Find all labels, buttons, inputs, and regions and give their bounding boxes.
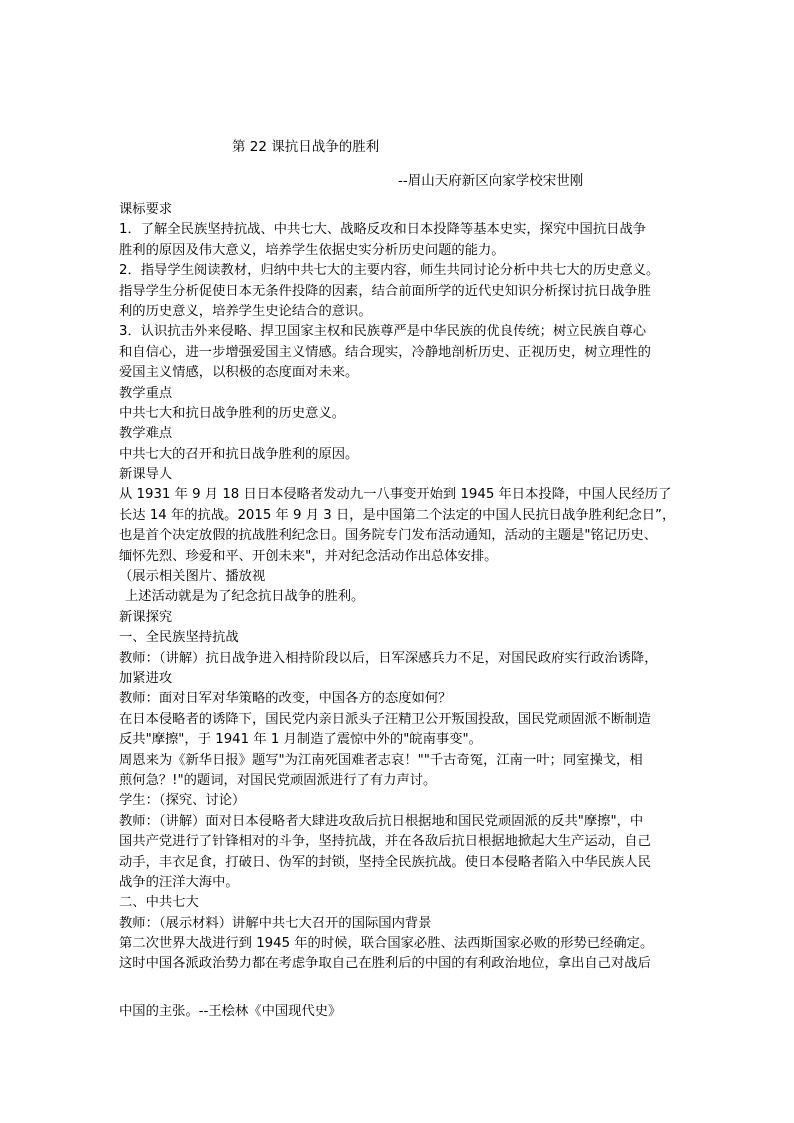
section-heading-key-points: 教学重点: [119, 385, 173, 401]
subsection-heading-2: 二、中共七大: [119, 895, 199, 911]
quote-source-line: 中国的主张。--王桧林《中国现代史》: [119, 1004, 342, 1019]
paragraph-line: 长达 14 年的抗战。2015 年 9 月 3 日，是中国第二个法定的中国人民抗日战争胜利纪念日”，: [119, 507, 676, 523]
paragraph-line: 缅怀先烈、珍爱和平、开创未来"，并对纪念活动作出总体安排。: [119, 548, 498, 564]
paragraph-line: 教师：面对日军对华策略的改变，中国各方的态度如何？: [119, 691, 452, 707]
paragraph-line: 和自信心，进一步增强爱国主义情感。结合现实，冷静地剖析历史、正视历史，树立理性的: [119, 344, 651, 360]
paragraph-line: 动手，丰衣足食，打破日、伪军的封锁，坚持全民族抗战。使日本侵略者陷入中华民族人民: [119, 854, 651, 870]
lesson-title: 第 22 课抗日战争的胜利: [232, 139, 380, 155]
paragraph-line: 3．认识抗击外来侵略、捍卫国家主权和民族尊严是中华民族的优良传统；树立民族自尊心: [119, 324, 647, 340]
paragraph-line: 指导学生分析促使日本无条件投降的因素，结合前面所学的近代史知识分析探讨抗日战争胜: [119, 283, 651, 299]
paragraph-line: 教师：（讲解）抗日战争进入相持阶段以后，日军深感兵力不足，对国民政府实行政治诱降，: [119, 650, 658, 666]
paragraph-line: 教师：（讲解）面对日本侵略者大肆进攻敌后抗日根据地和国民党顽固派的反共"摩擦"，中: [119, 813, 644, 829]
paragraph-line: 教师：（展示材料）讲解中共七大召开的国际国内背景: [119, 915, 432, 931]
subsection-heading-1: 一、全民族坚持抗战: [119, 630, 239, 646]
paragraph-line: 周恩来为《新华日报》题写"为江南死国难者志哀！""千古奇冤，江南一叶；同室操戈，相: [119, 752, 643, 768]
paragraph-line: 在日本侵略者的诱降下，国民党内亲日派头子汪精卫公开叛国投敌，国民党顽固派不断制造: [119, 711, 651, 727]
section-heading-standards: 课标要求: [119, 202, 173, 217]
paragraph-line: 战争的汪洋大海中。: [119, 874, 239, 890]
paragraph-line: 胜利的原因及伟大意义，培养学生依据史实分析历史问题的能力。: [119, 242, 505, 258]
paragraph-line: 2．指导学生阅读教材，归纳中共七大的主要内容，师生共同讨论分析中共七大的历史意义。: [119, 263, 660, 279]
paragraph-line: 1．了解全民族坚持抗战、中共七大、战略反攻和日本投降等基本史实，探究中国抗日战争: [119, 222, 647, 238]
paragraph-line: 上述活动就是为了纪念抗日战争的胜利。: [125, 589, 365, 605]
paragraph-line: 煎何急？!"的题词，对国民党顽固派进行了有力声讨。: [119, 772, 437, 788]
paragraph-line: 加紧进攻: [119, 670, 173, 686]
paragraph-line: 学生：（探究、讨论）: [119, 793, 246, 809]
paragraph-line: 中共七大和抗日战争胜利的历史意义。: [119, 405, 346, 421]
section-heading-introduction: 新课导人: [119, 467, 173, 483]
section-heading-difficulties: 教学难点: [119, 426, 173, 442]
paragraph-line: 爱国主义情感，以积极的态度面对未来。: [119, 365, 359, 381]
paragraph-line: 从 1931 年 9 月 18 日日本侵略者发动九一八事变开始到 1945 年日本投降，中国人民经历了: [119, 487, 672, 503]
paragraph-line: 利的历史意义，培养学生史论结合的意识。: [119, 303, 372, 319]
paragraph-line: 国共产党进行了针锋相对的斗争，坚持抗战，并在各敌后抗日根据地掀起大生产运动，自己: [119, 834, 651, 850]
paragraph-line: 也是首个决定放假的抗战胜利纪念日。国务院专门发布活动通知，活动的主题是"铭记历史、: [119, 528, 657, 544]
body-text: [119, 200, 689, 975]
paragraph-line: 第二次世界大战进行到 1945 年的时候，联合国家必胜、法西斯国家必败的形势已经确定。: [119, 936, 654, 952]
paragraph-line: 反共"摩擦"，于 1941 年 1 月制造了震惊中外的"皖南事变"。: [119, 732, 482, 748]
paragraph-line: 这时中国各派政治势力都在考虑争取自己在胜利后的中国的有利政治地位，拿出自己对战后: [119, 956, 651, 972]
author-line: --眉山天府新区向家学校宋世刚: [398, 173, 584, 189]
section-heading-new-lesson: 新课探究: [119, 609, 173, 625]
paragraph-line: （展示相关图片、播放视: [119, 569, 266, 585]
paragraph-line: 中共七大的召开和抗日战争胜利的原因。: [119, 446, 359, 462]
